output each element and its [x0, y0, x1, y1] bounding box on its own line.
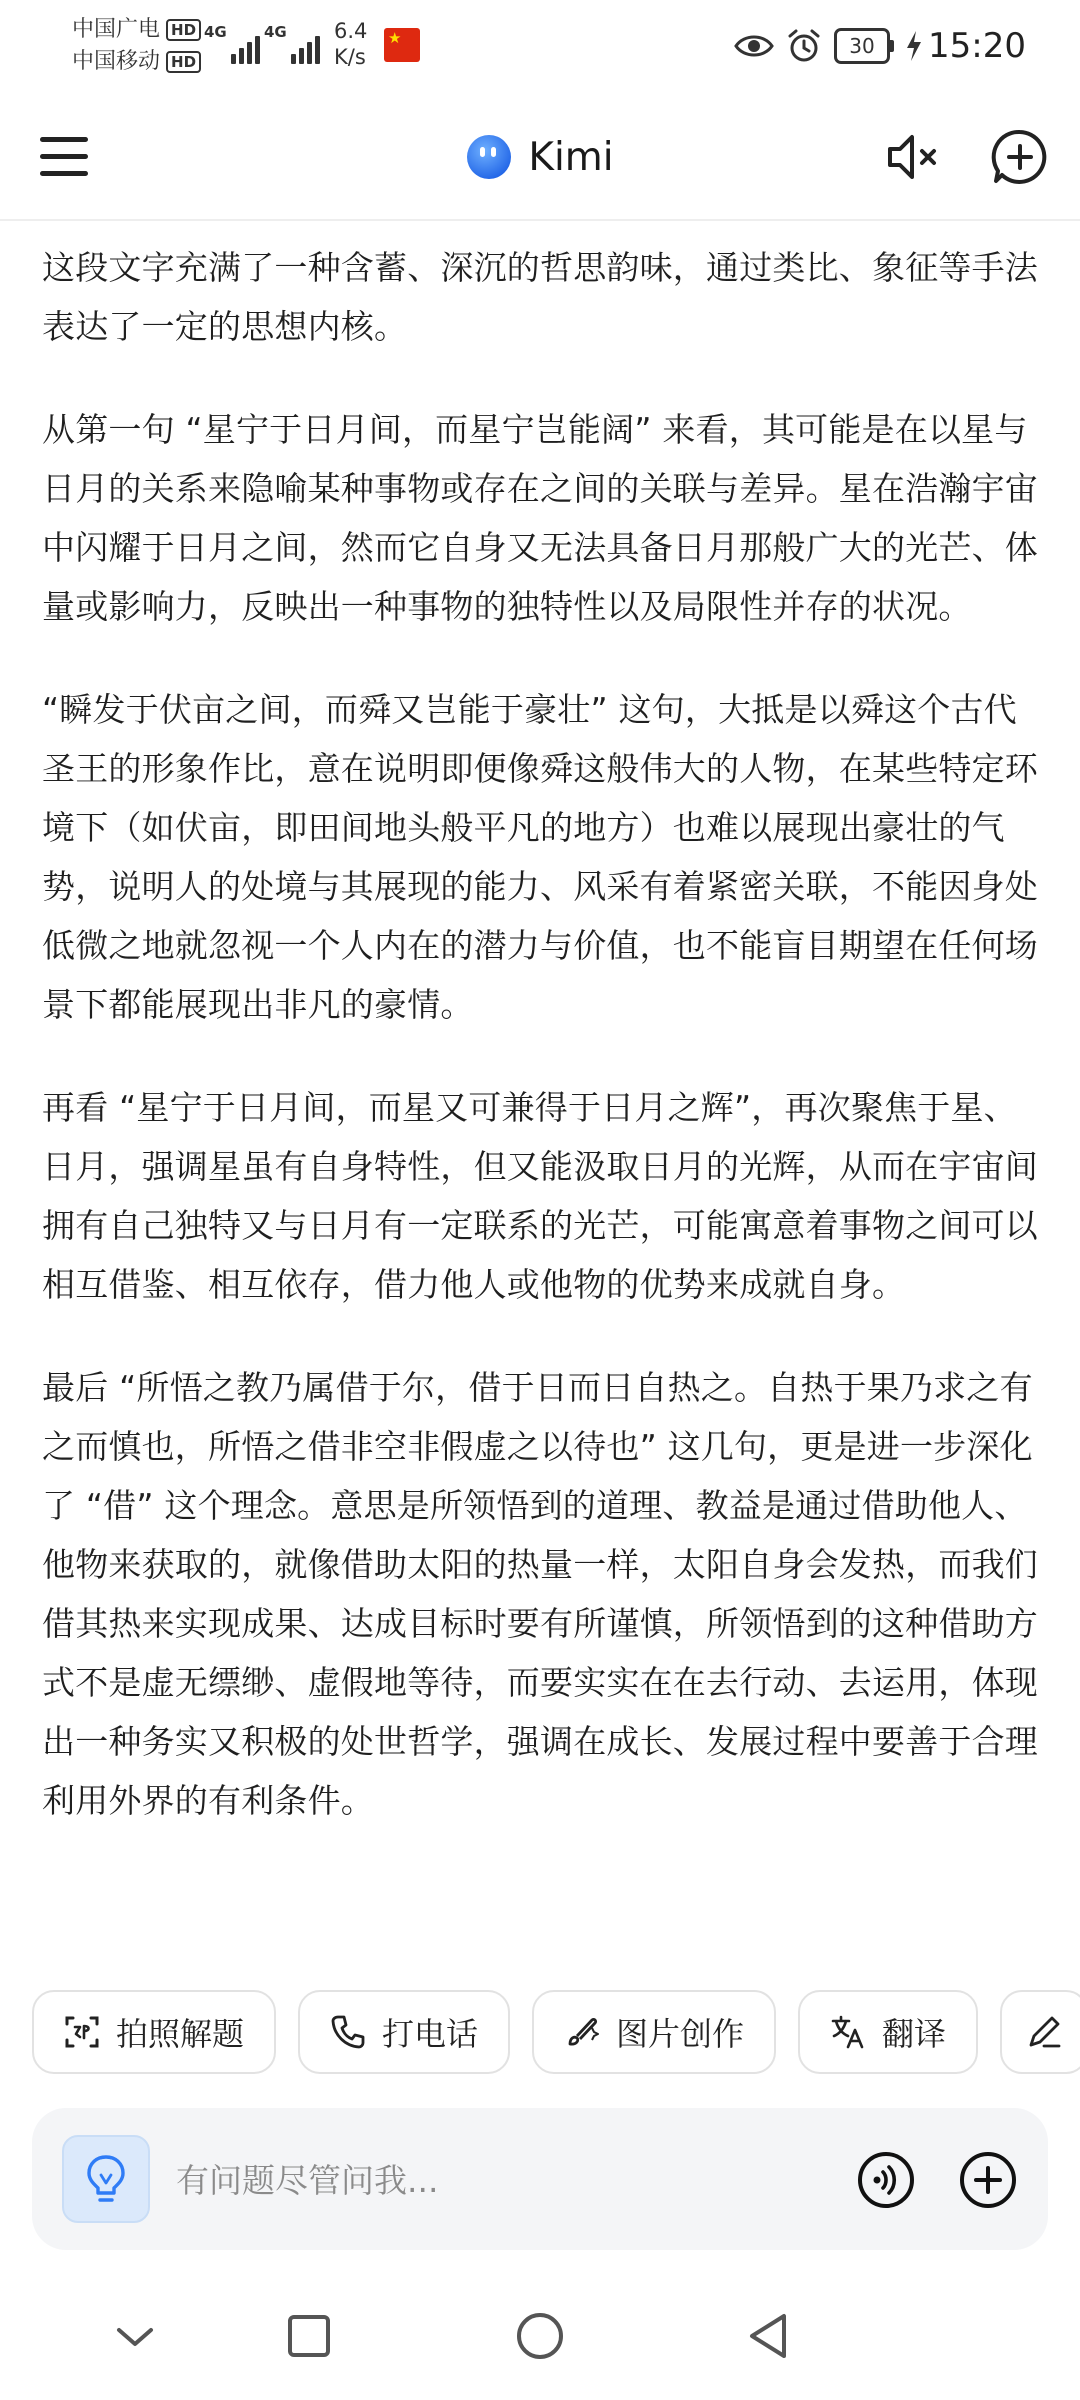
voice-icon[interactable] [856, 2150, 916, 2210]
clock: 15:20 [928, 26, 1026, 66]
message-paragraph-5: 最后 “所悟之教乃属借于尔，借于日而日自热之。自热于果乃求之有之而慎也，所悟之借非空非假虚之以待也” 这几句，更是进一步深化了 “借” 这个理念。意思是所领悟到的道理、教益是通过借助他人、他物来获取的，就像借助太阳的热量一样，太阳自身会发热，而我们借其热来实现成果、达成目标时要有所谨慎，所领悟到的这种借助方式不是虚无缥缈、虚假地等待，而要实实在在去行动、去运用，体现出一种务实又积极的处世哲学，强调在成长、发展过程中要善于合理利用外界的有利条件。 [42, 1368, 1038, 1820]
chip-translate-label: 翻译 [882, 2015, 947, 2053]
battery-icon [834, 28, 894, 64]
hd-badge-2: HD [166, 51, 201, 73]
nav-recents-icon[interactable] [279, 2306, 339, 2366]
message-paragraph-2: 从第一句 “星宁于日月间，而星宁岂能阔” 来看，其可能是在以星与日月的关系来隐喻某种事物或存在之间的关联与差异。星在浩瀚宇宙中闪耀于日月之间，然而它自身又无法具备日月那般广大的光芒、体量或影响力，反映出一种事物的独特性以及局限性并存的状况。 [42, 410, 1038, 626]
nav-home-icon[interactable] [510, 2306, 570, 2366]
status-right-group [722, 18, 1026, 74]
quick-actions [32, 1990, 1080, 2078]
phone-icon [330, 2014, 366, 2050]
chip-phone-call-label: 打电话 [382, 2015, 479, 2053]
photo-solve-icon [64, 2014, 100, 2050]
system-nav-bar [0, 2280, 1080, 2400]
signal-strength-2-icon [264, 24, 323, 64]
lightbulb-button[interactable] [62, 2135, 150, 2223]
chip-photo-solve-label: 拍照解题 [116, 2015, 245, 2053]
net-speed [334, 18, 367, 70]
signal-strength-1-icon [204, 24, 263, 64]
eye-icon [734, 31, 774, 61]
alarm-icon [786, 28, 822, 64]
new-chat-icon[interactable] [990, 127, 1050, 187]
add-icon[interactable] [958, 2150, 1018, 2210]
mute-icon[interactable] [882, 127, 942, 187]
message-paragraph-4: 再看 “星宁于日月间，而星又可兼得于日月之辉”，再次聚焦于星、日月，强调星虽有自身特性，但又能汲取日月的光辉，从而在宇宙间拥有自己独特又与日月有一定联系的光芒，可能寓意着事物之间可以相互借鉴、相互依存，借力他人或他物的优势来成就自身。 [42, 1088, 1038, 1304]
kimi-logo-icon [466, 134, 512, 180]
network-tag-2: 4G [264, 23, 287, 41]
chip-translate[interactable] [798, 1990, 978, 2074]
assistant-message [42, 238, 1038, 1960]
chip-image-create-label: 图片创作 [616, 2015, 745, 2053]
chat-input[interactable] [174, 2144, 738, 2216]
pen-icon [1026, 2014, 1062, 2050]
carrier-2-label: 中国移动 [72, 49, 161, 74]
chat-input-bar [32, 2108, 1048, 2250]
flag-icon [384, 28, 420, 62]
lightbulb-icon [84, 2153, 128, 2205]
chip-photo-solve[interactable] [32, 1990, 276, 2074]
hd-badge-1: HD [166, 19, 201, 41]
chip-writing[interactable] [1000, 1990, 1080, 2074]
translate-icon [830, 2014, 866, 2050]
net-speed-value: 6.4 [334, 19, 368, 43]
chip-phone-call[interactable] [298, 1990, 510, 2074]
message-paragraph-1: 这段文字充满了一种含蓄、深沉的哲思韵味，通过类比、象征等手法表达了一定的思想内核。 [42, 248, 1038, 346]
network-tag-1: 4G [204, 23, 227, 41]
menu-icon[interactable] [40, 135, 88, 179]
app-header [0, 95, 1080, 221]
chip-image-create[interactable] [532, 1990, 776, 2074]
status-bar [0, 0, 1080, 95]
nav-down-icon[interactable] [105, 2306, 165, 2366]
carrier-1-label: 中国广电 [72, 17, 161, 42]
battery-level: 30 [834, 28, 890, 64]
app-title: Kimi [528, 134, 614, 180]
charging-icon [906, 31, 922, 61]
net-speed-unit: K/s [334, 45, 366, 69]
image-create-icon [564, 2014, 600, 2050]
carrier-info [72, 14, 201, 78]
nav-back-icon[interactable] [740, 2306, 800, 2366]
message-paragraph-3: “瞬发于伏亩之间，而舜又岂能于豪壮” 这句，大抵是以舜这个古代圣王的形象作比，意在说明即便像舜这般伟大的人物，在某些特定环境下（如伏亩，即田间地头般平凡的地方）也难以展现出豪壮的气势，说明人的处境与其展现的能力、风采有着紧密关联，不能因身处低微之地就忽视一个人内在的潜力与价值，也不能盲目期望在任何场景下都能展现出非凡的豪情。 [42, 690, 1038, 1024]
